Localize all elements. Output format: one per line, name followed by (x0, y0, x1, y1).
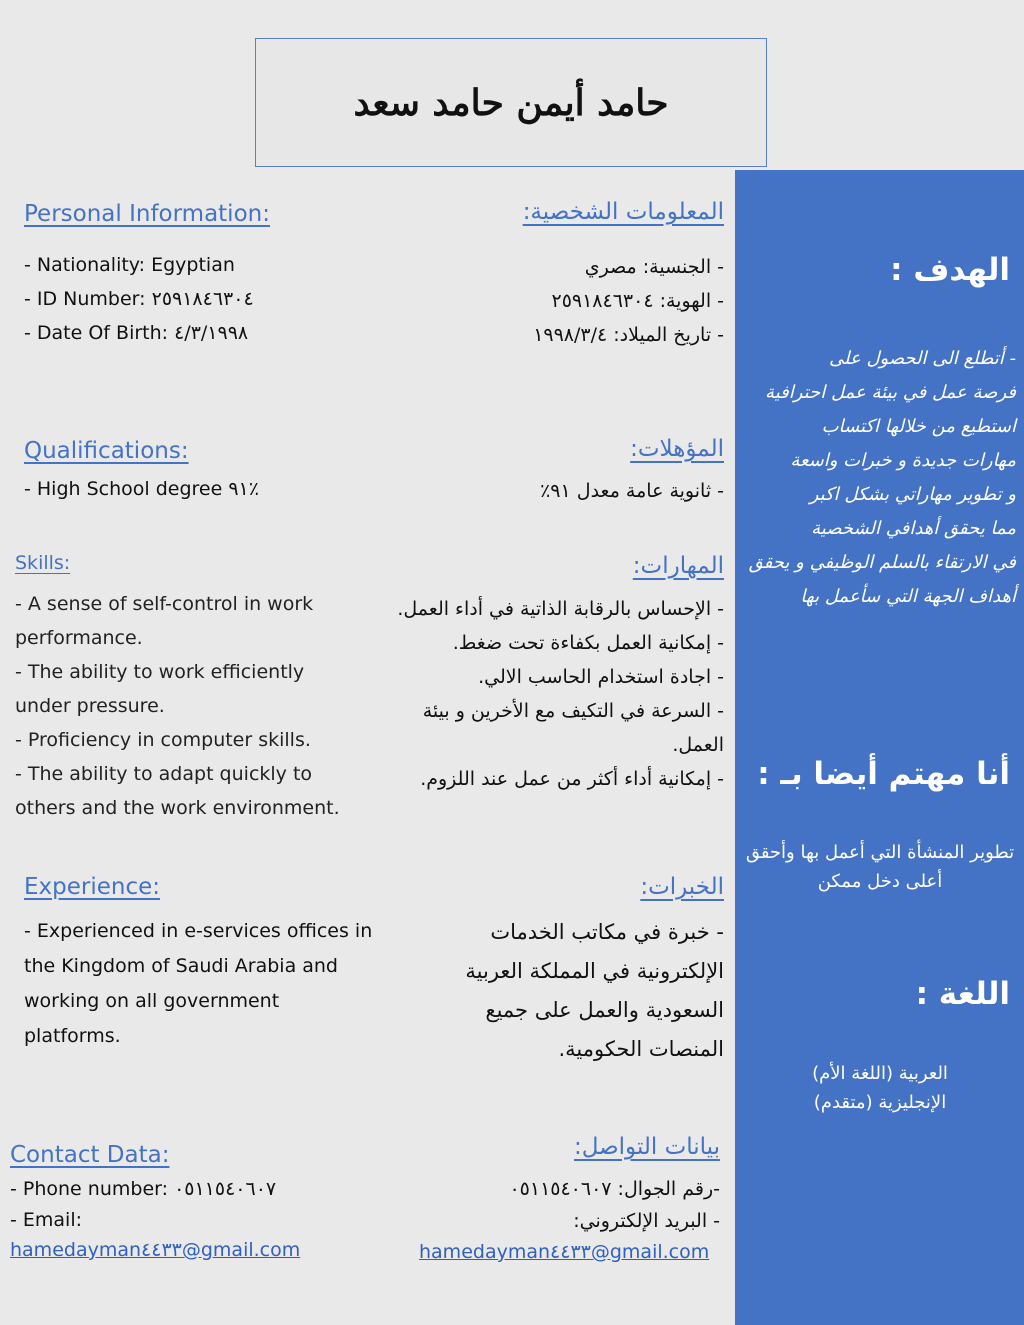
email-link-ar[interactable]: hamedayman٤٤٣٣@gmail.com (419, 1241, 710, 1263)
qualification-en: - High School degree ٩١٪ (24, 478, 259, 500)
date-of-birth-en: - Date Of Birth: ٤/٣/١٩٩٨ (24, 322, 249, 344)
objective-heading: الهدف : (890, 252, 1010, 288)
experience-line-en: platforms. (24, 1025, 121, 1047)
language-list (738, 1059, 1022, 1117)
id-number-ar: - الهوية: ٢٥٩١٨٤٦٣٠٤ (551, 290, 724, 312)
nationality-ar: - الجنسية: مصري (584, 256, 724, 278)
objective-line: أهداف الجهة التي سأعمل بها (800, 586, 1016, 607)
qualifications-heading-en: Qualifications: (24, 438, 189, 464)
interests-text (738, 838, 1022, 896)
email-link-en[interactable]: hamedayman٤٤٣٣@gmail.com (10, 1239, 301, 1261)
phone-ar: -رقم الجوال: ٠٥١١٥٤٠٦٠٧ (509, 1178, 720, 1200)
objective-line: استطيع من خلالها اكتساب (821, 416, 1016, 437)
experience-line-ar: السعودية والعمل على جميع (485, 998, 724, 1022)
skill-line-en: - The ability to adapt quickly to (15, 763, 313, 785)
experience-line-ar: المنصات الحكومية. (558, 1037, 724, 1061)
experience-heading-ar: الخبرات: (640, 874, 724, 900)
skill-line-ar: العمل. (672, 734, 724, 756)
experience-line-en: the Kingdom of Saudi Arabia and (24, 955, 338, 977)
objective-line: مما يحقق أهدافي الشخصية (811, 518, 1016, 539)
experience-line-ar: الإلكترونية في المملكة العربية (465, 959, 724, 983)
skill-line-en: - Proficiency in computer skills. (15, 729, 311, 751)
objective-line: فرصة عمل في بيئة عمل احترافية (765, 382, 1016, 403)
skills-heading-en: Skills: (15, 552, 71, 574)
id-number-en: - ID Number: ٢٥٩١٨٤٦٣٠٤ (24, 288, 254, 310)
skill-line-en: others and the work environment. (15, 797, 340, 819)
interests-line: تطوير المنشأة التي أعمل بها وأحقق (745, 842, 1015, 863)
phone-en: - Phone number: ٠٥١١٥٤٠٦٠٧ (10, 1178, 277, 1200)
contact-heading-ar: بيانات التواصل: (573, 1134, 720, 1160)
experience-line-en: working on all government (24, 990, 280, 1012)
experience-heading-en: Experience: (24, 874, 161, 900)
personal-heading-ar: المعلومات الشخصية: (522, 199, 724, 225)
skills-list-en (15, 587, 340, 825)
skills-heading-ar: المهارات: (632, 553, 724, 579)
experience-line-en: - Experienced in e-services offices in (24, 920, 373, 942)
contact-heading-en: Contact Data: (10, 1142, 170, 1168)
language-item: العربية (اللغة الأم) (812, 1063, 948, 1084)
personal-heading-en: Personal Information: (24, 201, 270, 227)
language-item: الإنجليزية (متقدم) (813, 1092, 947, 1113)
skill-line-en: - The ability to work efficiently (15, 661, 305, 683)
objective-text (744, 342, 1016, 614)
skill-line-ar: - إمكانية العمل بكفاءة تحت ضغط. (452, 632, 724, 654)
email-label-ar: - البريد الإلكتروني: (573, 1210, 720, 1232)
email-label-en: - Email: (10, 1209, 83, 1231)
experience-line-ar: - خبرة في مكاتب الخدمات (490, 920, 724, 944)
experience-text-ar (465, 913, 724, 1069)
full-name: حامد أيمن حامد سعد (353, 81, 669, 124)
skill-line-ar: - الإحساس بالرقابة الذاتية في أداء العمل. (397, 598, 724, 620)
skill-line-ar: - السرعة في التكيف مع الأخرين و بيئة (422, 700, 724, 722)
objective-line: - أتطلع الى الحصول على (829, 348, 1016, 369)
interests-heading: أنا مهتم أيضا بـ : (757, 756, 1010, 792)
skills-list-ar (397, 592, 724, 796)
interests-line: أعلى دخل ممكن (817, 871, 943, 892)
date-of-birth-ar: - تاريخ الميلاد: ١٩٩٨/٣/٤ (533, 324, 724, 346)
skill-line-ar: - اجادة استخدام الحاسب الالي. (478, 666, 724, 688)
skill-line-en: - A sense of self-control in work (15, 593, 314, 615)
skill-line-ar: - إمكانية أداء أكثر من عمل عند اللزوم. (420, 768, 724, 790)
objective-line: و تطوير مهاراتي بشكل اكبر (809, 484, 1016, 505)
skill-line-en: under pressure. (15, 695, 165, 717)
name-box (255, 38, 767, 167)
nationality-en: - Nationality: Egyptian (24, 254, 235, 276)
objective-line: في الارتقاء بالسلم الوظيفي و يحقق (748, 552, 1016, 573)
experience-text-en (24, 914, 372, 1054)
qualification-ar: - ثانوية عامة معدل ٩١٪ (540, 480, 724, 502)
qualifications-heading-ar: المؤهلات: (630, 436, 724, 462)
language-heading: اللغة : (915, 976, 1010, 1012)
objective-line: مهارات جديدة و خبرات واسعة (790, 450, 1016, 471)
skill-line-en: performance. (15, 627, 143, 649)
